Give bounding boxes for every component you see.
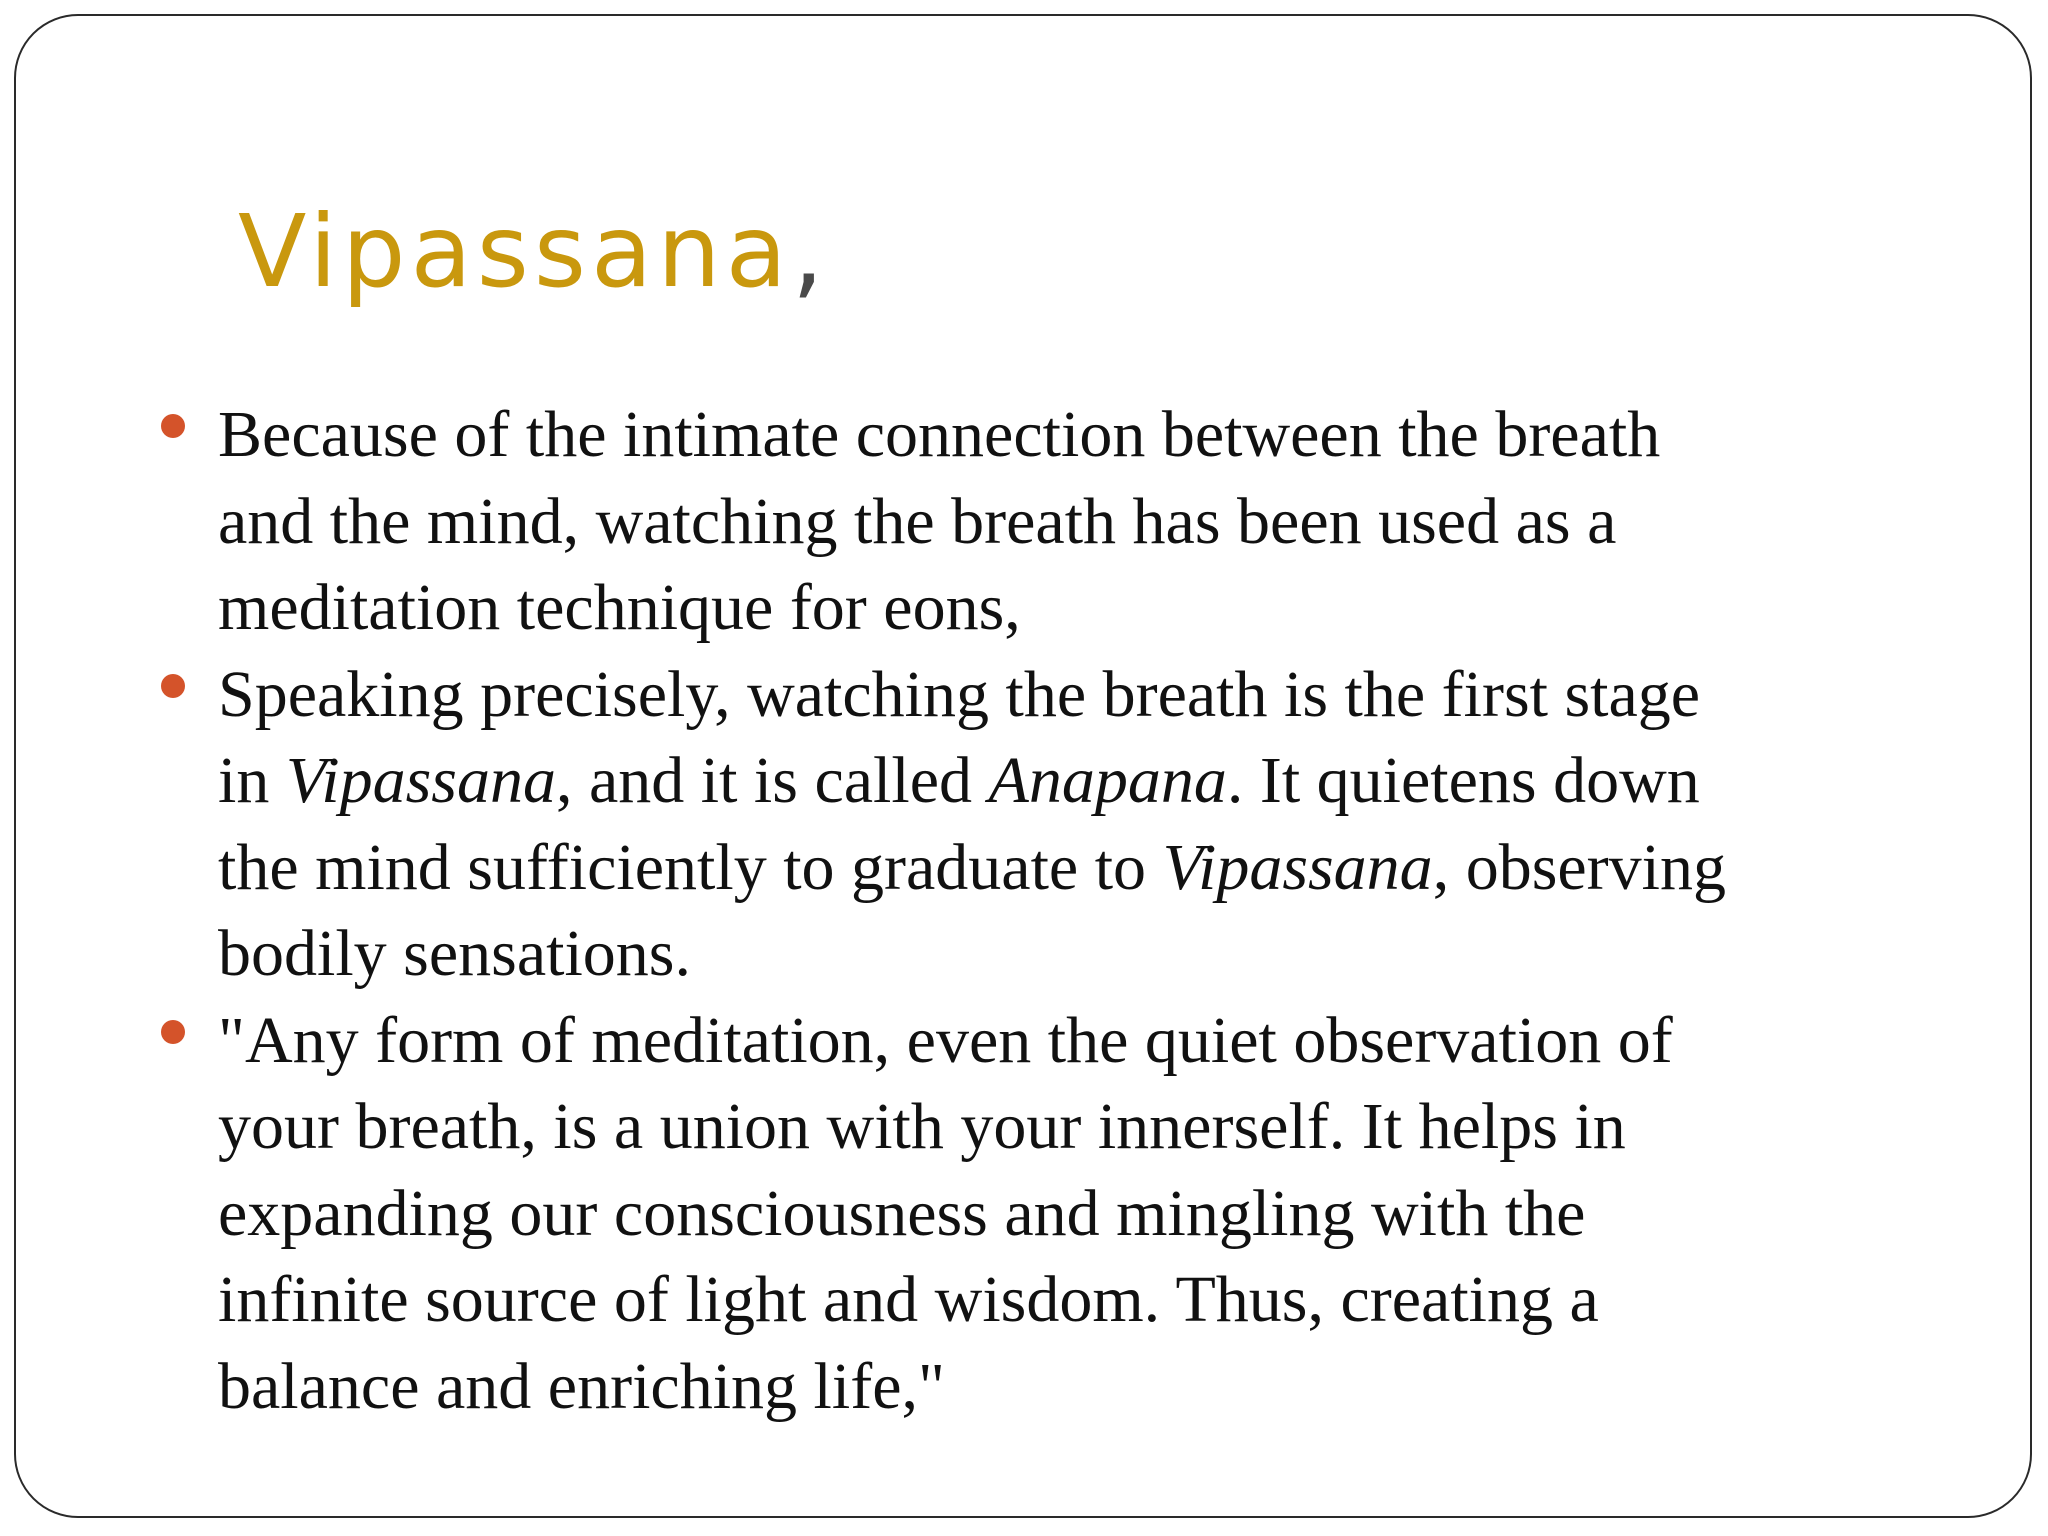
bullet-text-line <box>218 479 1916 566</box>
bullet-text-line <box>218 825 1916 912</box>
text-run: , observing <box>1432 830 1726 904</box>
bullet-text-line <box>218 1344 1916 1431</box>
text-run: , and it is called <box>555 744 989 817</box>
bullet-dot-icon <box>161 1020 185 1044</box>
text-run: the mind sufficiently to graduate to <box>218 830 1163 904</box>
bullet-text-line <box>218 1171 1916 1258</box>
text-run: Because of the intimate connection between the breath <box>218 398 1661 471</box>
text-run: meditation technique for eons, <box>218 571 1021 644</box>
slide-title <box>238 192 829 312</box>
text-run: balance and enriching life," <box>218 1349 945 1423</box>
text-run: "Any form of meditation, even the quiet observation of <box>218 1003 1673 1077</box>
text-run: bodily sensations. <box>218 917 691 990</box>
italic-term: Anapana <box>988 744 1227 817</box>
bullet-item <box>16 998 1916 1431</box>
bullet-text-line <box>218 565 1916 652</box>
bullet-text-line <box>218 652 1916 739</box>
text-run: Speaking precisely, watching the breath is the first stage <box>218 657 1701 731</box>
bullet-text-line <box>218 392 1916 479</box>
bullet-dot-icon <box>161 414 185 438</box>
text-run: and the mind, watching the breath has been used as a <box>218 484 1617 558</box>
bullet-item <box>16 652 1916 998</box>
text-run: your breath, is a union with your innerself. It helps in <box>218 1090 1626 1163</box>
bullet-text-line <box>218 911 1916 998</box>
text-run: expanding our consciousness and mingling with the <box>218 1176 1586 1250</box>
slide-title-punct: , <box>791 193 829 310</box>
italic-term: Vipassana <box>285 744 556 817</box>
text-run: . It quietens down <box>1226 744 1700 817</box>
bullet-text-line <box>218 1257 1916 1344</box>
slide-title-text: Vipassana <box>238 193 792 310</box>
bullet-text-line <box>218 738 1916 825</box>
bullet-list <box>16 392 1916 1430</box>
bullet-text-line <box>218 1084 1916 1171</box>
bullet-text-line <box>218 998 1916 1085</box>
text-run: in <box>218 744 286 817</box>
bullet-item <box>16 392 1916 652</box>
slide <box>14 14 2032 1518</box>
bullet-dot-icon <box>161 674 185 698</box>
text-run: infinite source of light and wisdom. Thus, creating a <box>218 1263 1599 1336</box>
italic-term: Vipassana <box>1162 830 1433 904</box>
